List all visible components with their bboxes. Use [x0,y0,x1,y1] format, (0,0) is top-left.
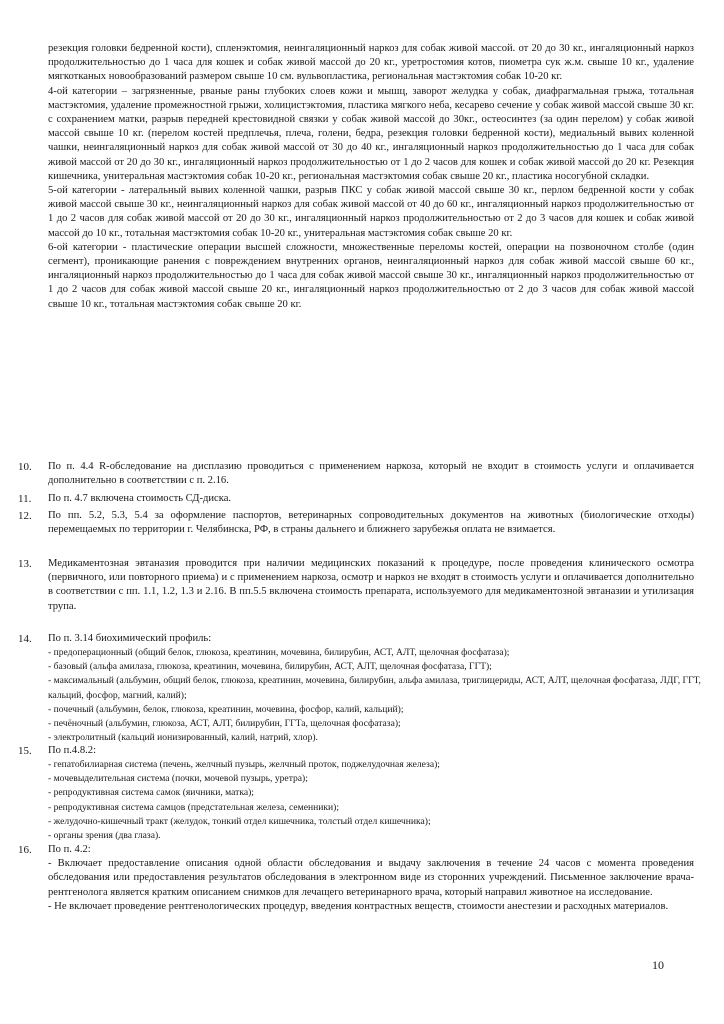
list-item: - предоперационный (общий белок, глюкоза, креатинин, мочевина, билирубин, АСТ, АЛТ, щелочная фосфатаза); [48,647,510,658]
body-systems-list [48,758,708,843]
list-item: - электролитный (кальций ионизированный, калий, натрий, хлор). [48,732,318,744]
list-item: - максимальный (альбумин, общий белок, глюкоза, креатинин, мочевина, билирубин, альфа амилаза, триглицериды, АСТ, АЛТ, щелочная фосфатаза, ЛДГ, ГГТ, кальций, фосфор, магний, калий); [48,675,701,701]
list-item: - печёночный (альбумин, глюкоза, АСТ, АЛТ, билирубин, ГГТа, щелочная фосфатаза); [48,718,401,730]
list-item: - гепатобилиарная система (печень, желчный пузырь, желчный проток, поджелудочная железа); [48,759,440,770]
note-text: По п. 4.7 включена стоимость СД-диска. [48,493,232,504]
list-item: - органы зрения (два глаза). [48,830,161,842]
note-text: По п.4.8.2: [48,745,97,756]
note-text: По п. 4.2: [48,844,91,855]
note-text: По пп. 5.2, 5.3, 5.4 за оформление паспортов, ветеринарных сопроводительных документов на животных (биологические отходы) перемещаемых по территории г. Челябинска, РФ, в страны дальнего и ближнего зарубежья оплата не взимается. [48,510,694,536]
note-text: По п. 3.14 биохимический профиль: [48,633,212,644]
list-item: - репродуктивная система самцов (предстательная железа, семенники); [48,801,340,813]
note-text: Медикаментозная эвтаназия проводится при наличии медицинских показаний к процедуре, после проведения клинического осмотра (первичного, или повторного приема) и с применением наркоза, осмотр и наркоз не входят в стоимость услуги и оплачивается дополнительно в соответствии с пп. 1.1, 1.2, 1.3 и 2.16. В пп.5.5 включена стоимость препарата, используемого для медикаментозной эвтаназии и утилизация трупа. [48,558,694,612]
category-6: 6-ой категории - пластические операции высшей сложности, множественные переломы костей, операции на позвоночном столбе (один сегмент), проникающие ранения с повреждением внутренних органов, неингаляционный наркоз для собак живой массой свыше 60 кг., ингаляционный наркоз продолжительностью до 1 часа для собак живой массой свыше 30 кг., ингаляционный наркоз продолжительностью от 1 до 2 часов для собак живой массой свыше 20 кг., ингаляционный наркоз продолжительностью от 2 до 3 часов для собак живой массой свыше 10 кг., тотальная мастэктомия собак свыше 20 кг. [48,241,694,310]
note-number: 15. [18,745,32,757]
category-4: 4-ой категории – загрязненные, рваные раны глубоких слоев кожи и мышц, заворот желудка у собак, диафрагмальная грыжа, тотальная мастэктомия, удаление промежностной грыжи, холицистэктомия, пластика мягкого неба, кесарево сечение у собак живой массой свыше 30 кг. с сохранением матки, разрыв передней крестовидной связки у собак живой массой до 30кг., остеосинтез (за один перелом) у собак живой массой свыше 10 кг. (перелом костей предплечья, плеча, голени, бедра, резекция головки бедренной кости), медиальный вывих коленной чашки, неингаляционный наркоз для собак живой массой от 30 до 40 кг., ингаляционный наркоз продолжительностью до 1 часа для собак живой массой от 20 до 30 кг., ингаляционный наркоз продолжительностью от 1 до 2 часов для кошек и собак живой массой до 20 кг. Резекция кишечника, унитеральная мастэктомия собак 10-20 кг., региональная мастэктомия собак свыше 20 кг., пластика носогубной складки. [48,85,694,182]
list-item: - почечный (альбумин, белок, глюкоза, креатинин, мочевина, фосфор, калий, кальций); [48,703,404,715]
list-item: - репродуктивная система самок (яичники, матка); [48,787,254,799]
note-number: 10. [18,461,32,473]
note-number: 14. [18,633,32,645]
list-item: - мочевыделительная система (почки, мочевой пузырь, уретра); [48,773,308,785]
page-number: 10 [652,958,664,972]
note-excludes: - Не включает проведение рентгенологических процедур, введения контрастных веществ, стоимости анестезии и расходных материалов. [48,900,669,912]
note-number: 11. [18,493,32,505]
category-5: 5-ой категории - латеральный вывих коленной чашки, разрыв ПКС у собак живой массой свыше 30 кг., перлом бедренной кости у собак живой массой свыше 30 кг., неингаляционный наркоз для собак живой массой от 40 до 60 кг., ингаляционный наркоз продолжительностью от 1 до 2 часов для собак живой массой от 20 до 30 кг., ингаляционный наркоз продолжительностью от 2 до 3 часов для кошек и собак живой массой до 10 кг., тотальная мастэктомия собак 10-20 кг., унитеральная мастэктомия собак свыше 20 кг. [48,185,694,239]
list-item: - базовый (альфа амилаза, глюкоза, креатинин, мочевина, билирубин, АСТ, АЛТ, щелочная фосфатаза, ГГТ); [48,661,492,673]
biochemical-profile-list [48,646,708,745]
note-number: 16. [18,844,32,856]
surgery-categories-continuation [48,42,694,312]
note-number: 13. [18,558,32,570]
category-3-tail: резекция головки бедренной кости), спленэктомия, неингаляционный наркоз для собак живой массой. от 20 до 30 кг., ингаляционный наркоз продолжительностью до 1 часа для кошек и собак живой массой до 20 кг., уретростомия котов, пиометра сук ж.м. свыше 10 кг., удаление мягкотканых новообразований размером свыше 10 см. вульвопластика, региональная мастэктомия собак 10-20 кг. [48,43,694,83]
list-item: - желудочно-кишечный тракт (желудок, тонкий отдел кишечника, толстый отдел кишечника); [48,815,431,827]
note-text: По п. 4.4 R-обследование на дисплазию проводиться с применением наркоза, который не входит в стоимость услуги и оплачивается дополнительно в соответствии с п. 2.16. [48,461,694,487]
note-includes: - Включает предоставление описания одной области обследования и выдачу заключения в течение 24 часов с момента проведения обследования или предоставления результатов обследования в электронном виде из сторонних учреждений. Письменное заключение врача-рентгенолога является кратким описанием снимков для лечащего ветеринарного врача, который направил животное на исследование. [48,858,694,898]
note-number: 12. [18,510,32,522]
